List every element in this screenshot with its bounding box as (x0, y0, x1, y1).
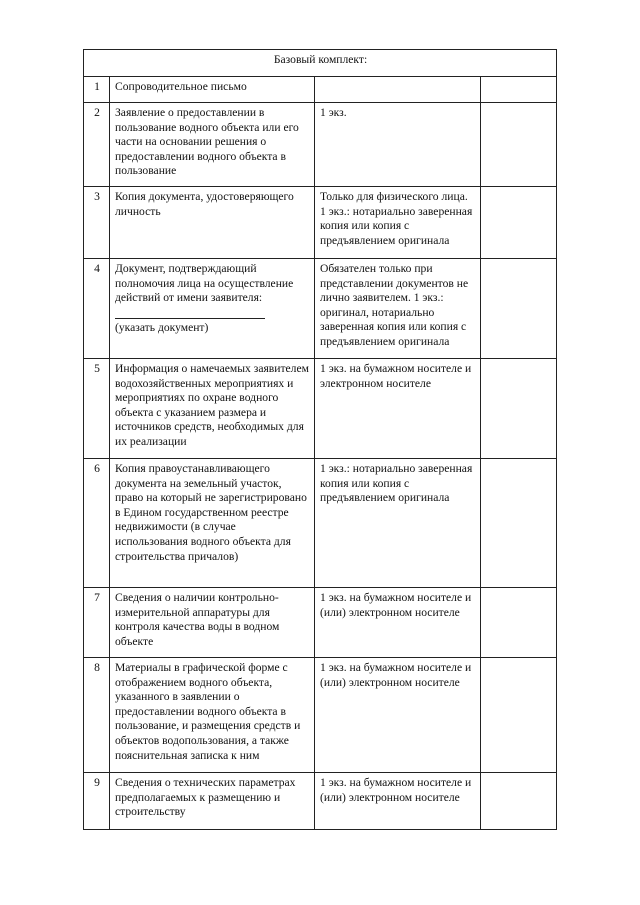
row-number: 5 (84, 359, 110, 459)
row-number: 6 (84, 459, 110, 588)
document-name: Материалы в графической форме с отображением водного объекта, указанного в заявлении о предоставлении водного объекта в пользование, и размещения средств и объектов водопользования, а также пояснительная записка к ним (110, 658, 315, 773)
row-number: 1 (84, 77, 110, 103)
row-number: 2 (84, 103, 110, 187)
document-name: Сведения о технических параметрах предполагаемых к размещению и строительству (110, 773, 315, 830)
table-row (84, 259, 557, 359)
empty-cell (481, 187, 557, 259)
document-name: Сведения о наличии контрольно-измерительной аппаратуры для контроля качества воды в водном объекте (110, 588, 315, 658)
table-header: Базовый комплект: (84, 50, 557, 77)
table-row (84, 459, 557, 588)
table-row (84, 77, 557, 103)
document-note: 1 экз. на бумажном носителе и (или) электронном носителе (315, 773, 481, 830)
blank-line (115, 308, 265, 319)
document-name: Копия правоустанавливающего документа на земельный участок, право на который не зарегистрировано в Едином государственном реестре недвижимости (в случае использования водного объекта для строительства причалов) (110, 459, 315, 588)
document-note: 1 экз.: нотариально заверенная копия или копия с предъявлением оригинала (315, 459, 481, 588)
empty-cell (481, 588, 557, 658)
row-number: 9 (84, 773, 110, 830)
document-name: Сопроводительное письмо (110, 77, 315, 103)
row-number: 7 (84, 588, 110, 658)
document-note: Обязателен только при представлении документов не лично заявителем. 1 экз.: оригинал, нотариально заверенная копия или копия с предъявлением оригинала (315, 259, 481, 359)
document-name: Документ, подтверждающий полномочия лица на осуществление действий от имени заявителя: (115, 262, 294, 305)
table-header-row (84, 50, 557, 77)
documents-table (83, 49, 557, 830)
document-name: Заявление о предоставлении в пользование водного объекта или его части на основании решения о предоставлении водного объекта в пользование (110, 103, 315, 187)
document-note: 1 экз. на бумажном носителе и электронном носителе (315, 359, 481, 459)
document-note (315, 77, 481, 103)
table-row (84, 588, 557, 658)
empty-cell (481, 77, 557, 103)
row-number: 8 (84, 658, 110, 773)
document-name: Копия документа, удостоверяющего личность (110, 187, 315, 259)
document-note: 1 экз. (315, 103, 481, 187)
empty-cell (481, 459, 557, 588)
table-row (84, 773, 557, 830)
document-name-cell (110, 259, 315, 359)
document-note: 1 экз. на бумажном носителе и (или) электронном носителе (315, 588, 481, 658)
empty-cell (481, 103, 557, 187)
document-note: 1 экз. на бумажном носителе и (или) электронном носителе (315, 658, 481, 773)
document-hint: (указать документ) (115, 320, 209, 334)
row-number: 4 (84, 259, 110, 359)
table-row (84, 103, 557, 187)
empty-cell (481, 359, 557, 459)
empty-cell (481, 773, 557, 830)
table-row (84, 359, 557, 459)
table-row (84, 187, 557, 259)
row-number: 3 (84, 187, 110, 259)
table-row (84, 658, 557, 773)
document-note: Только для физического лица. 1 экз.: нотариально заверенная копия или копия с предъявлением оригинала (315, 187, 481, 259)
empty-cell (481, 259, 557, 359)
document-name: Информация о намечаемых заявителем водохозяйственных мероприятиях и мероприятиях по охране водного объекта с указанием размера и источников средств, необходимых для их реализации (110, 359, 315, 459)
empty-cell (481, 658, 557, 773)
